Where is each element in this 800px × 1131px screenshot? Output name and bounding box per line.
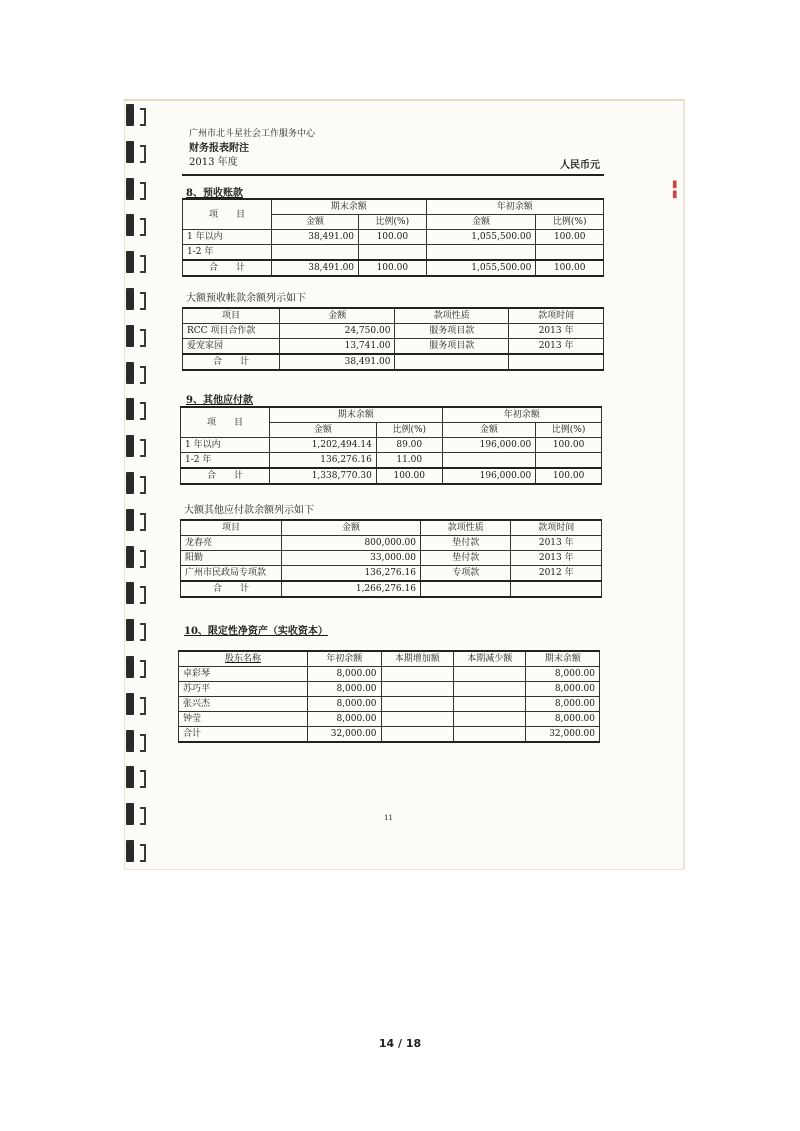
header-cell: 期末余额 xyxy=(526,651,600,667)
cell xyxy=(381,712,453,727)
cell: 8,000.00 xyxy=(526,682,600,697)
header-cell: 本期减少额 xyxy=(453,651,525,667)
cell: 合 计 xyxy=(181,468,270,484)
cell: 8,000.00 xyxy=(308,712,382,727)
page-edge xyxy=(683,100,685,870)
table-row xyxy=(181,438,602,453)
cell: 2013 年 xyxy=(511,536,602,551)
red-stamp-mark: ▮ ▮ xyxy=(672,179,678,200)
table-row-total xyxy=(181,581,602,597)
cell: 8,000.00 xyxy=(308,682,382,697)
table-row xyxy=(181,566,602,582)
receivables-detail-table xyxy=(182,307,604,371)
table-row xyxy=(181,453,602,469)
binding-ring xyxy=(126,509,148,519)
receivables-table xyxy=(182,198,604,277)
cell: 卓彩琴 xyxy=(179,667,308,682)
cell: 服务项目款 xyxy=(395,324,509,339)
cell: 32,000.00 xyxy=(308,727,382,743)
cell xyxy=(381,727,453,743)
binding-ring xyxy=(126,766,148,776)
cell xyxy=(453,697,525,712)
section-title: 8、预收账款 xyxy=(186,188,243,199)
cell: 广州市民政局专项款 xyxy=(181,566,282,582)
cell xyxy=(511,581,602,597)
table-row-total xyxy=(183,354,604,370)
cell: 196,000.00 xyxy=(442,468,536,484)
cell xyxy=(453,667,525,682)
header-ratio: 比例(%) xyxy=(359,215,427,230)
cell: 合 计 xyxy=(183,260,272,276)
binding-ring xyxy=(126,693,148,703)
cell: 100.00 xyxy=(536,438,602,453)
cell: 苏巧平 xyxy=(179,682,308,697)
binding-ring xyxy=(126,104,148,114)
doc-title: 财务报表附注 xyxy=(189,143,249,154)
cell: 服务项目款 xyxy=(395,339,509,355)
cell: 100.00 xyxy=(536,468,602,484)
header-cell: 项目 xyxy=(183,308,280,324)
cell: 爱宠家园 xyxy=(183,339,280,355)
detail-caption: 大额预收帐款余额列示如下 xyxy=(186,293,306,304)
cell: 钟莹 xyxy=(179,712,308,727)
header-cell: 款项时间 xyxy=(511,520,602,536)
cell: 1,055,500.00 xyxy=(426,260,536,276)
cell: 2012 年 xyxy=(511,566,602,582)
cell: 100.00 xyxy=(536,260,604,276)
cell xyxy=(442,453,536,469)
page-edge xyxy=(124,99,685,101)
binding-ring xyxy=(126,251,148,261)
binding-ring xyxy=(126,582,148,592)
cell: 龙春亮 xyxy=(181,536,282,551)
binding-ring xyxy=(126,141,148,151)
cell: 800,000.00 xyxy=(282,536,421,551)
cell xyxy=(509,354,604,370)
header-end-balance: 期末余额 xyxy=(270,407,443,423)
header-end-balance: 期末余额 xyxy=(272,199,427,215)
cell: 1 年以内 xyxy=(183,230,272,245)
cell: 136,276.16 xyxy=(282,566,421,582)
cell: 1 年以内 xyxy=(181,438,270,453)
cell: 89.00 xyxy=(376,438,442,453)
cell: 13,741.00 xyxy=(280,339,395,355)
table-row xyxy=(179,682,600,697)
cell: 1-2 年 xyxy=(183,245,272,261)
cell xyxy=(420,581,511,597)
cell: 1-2 年 xyxy=(181,453,270,469)
currency-label: 人民币元 xyxy=(560,160,600,171)
cell: 1,202,494.14 xyxy=(270,438,377,453)
header-rule xyxy=(182,174,604,176)
table-row xyxy=(181,551,602,566)
cell xyxy=(381,682,453,697)
section-title: 9、其他应付款 xyxy=(186,395,253,406)
header-cell: 款项时间 xyxy=(509,308,604,324)
cell xyxy=(272,245,359,261)
cell: 32,000.00 xyxy=(526,727,600,743)
header-begin-balance: 年初余额 xyxy=(426,199,603,215)
cell: 专项款 xyxy=(420,566,511,582)
cell xyxy=(381,697,453,712)
cell: 1,055,500.00 xyxy=(426,230,536,245)
header-cell: 年初余额 xyxy=(308,651,382,667)
header-amount: 金额 xyxy=(270,423,377,438)
binding-ring xyxy=(126,288,148,298)
binding-ring xyxy=(126,803,148,813)
cell: 8,000.00 xyxy=(526,712,600,727)
cell xyxy=(381,667,453,682)
header-ratio: 比例(%) xyxy=(536,215,604,230)
header-cell: 金额 xyxy=(282,520,421,536)
header-begin-balance: 年初余额 xyxy=(442,407,601,423)
header-amount: 金额 xyxy=(442,423,536,438)
cell: 100.00 xyxy=(359,230,427,245)
cell: 垫付款 xyxy=(420,536,511,551)
header-item: 项 目 xyxy=(181,407,270,438)
cell xyxy=(536,453,602,469)
cell: 合计 xyxy=(179,727,308,743)
binding-ring xyxy=(126,435,148,445)
other-payables-table xyxy=(180,406,602,485)
cell: 38,491.00 xyxy=(272,260,359,276)
header-item: 项 目 xyxy=(183,199,272,230)
cell: 24,750.00 xyxy=(280,324,395,339)
table-row-total xyxy=(183,260,604,276)
detail-caption: 大额其他应付款余额列示如下 xyxy=(184,505,314,516)
cell xyxy=(453,712,525,727)
table-row xyxy=(183,245,604,261)
org-name: 广州市北斗星社会工作服务中心 xyxy=(189,129,316,139)
binding-ring xyxy=(126,656,148,666)
cell: 100.00 xyxy=(376,468,442,484)
cell xyxy=(536,245,604,261)
table-row xyxy=(179,667,600,682)
binding-ring xyxy=(126,362,148,372)
header-cell: 款项性质 xyxy=(395,308,509,324)
cell: 11.00 xyxy=(376,453,442,469)
cell: 38,491.00 xyxy=(272,230,359,245)
binding-ring xyxy=(126,214,148,224)
header-amount: 金额 xyxy=(426,215,536,230)
table-row-total xyxy=(179,727,600,743)
cell: 2013 年 xyxy=(509,324,604,339)
page-number: 11 xyxy=(384,814,393,822)
header-ratio: 比例(%) xyxy=(536,423,602,438)
cell: 38,491.00 xyxy=(280,354,395,370)
cell: 100.00 xyxy=(359,260,427,276)
header-cell: 股东名称 xyxy=(179,651,308,667)
cell: 136,276.16 xyxy=(270,453,377,469)
binding-ring xyxy=(126,840,148,850)
header-cell: 金额 xyxy=(280,308,395,324)
cell xyxy=(359,245,427,261)
cell: 2013 年 xyxy=(509,339,604,355)
cell: 合 计 xyxy=(183,354,280,370)
table-row xyxy=(183,339,604,355)
binding-ring xyxy=(126,398,148,408)
binding-ring xyxy=(126,619,148,629)
cell: 合 计 xyxy=(181,581,282,597)
cell xyxy=(395,354,509,370)
binding-ring xyxy=(126,472,148,482)
pdf-page-indicator: 14 / 18 xyxy=(378,1037,422,1050)
table-row xyxy=(181,536,602,551)
cell: 196,000.00 xyxy=(442,438,536,453)
cell: 100.00 xyxy=(536,230,604,245)
cell xyxy=(453,727,525,743)
binding-ring xyxy=(126,325,148,335)
cell: 8,000.00 xyxy=(526,697,600,712)
report-year: 2013 年度 xyxy=(189,157,238,168)
cell: 张兴杰 xyxy=(179,697,308,712)
cell xyxy=(426,245,536,261)
cell: 8,000.00 xyxy=(308,697,382,712)
table-row xyxy=(183,324,604,339)
table-row xyxy=(179,697,600,712)
table-row xyxy=(183,230,604,245)
section-title: 10、限定性净资产（实收资本） xyxy=(184,626,328,637)
cell: 垫付款 xyxy=(420,551,511,566)
paid-in-capital-table xyxy=(178,650,600,743)
table-row xyxy=(179,712,600,727)
cell: 33,000.00 xyxy=(282,551,421,566)
binding-ring xyxy=(126,178,148,188)
header-amount: 金额 xyxy=(272,215,359,230)
header-ratio: 比例(%) xyxy=(376,423,442,438)
header-cell: 本期增加额 xyxy=(381,651,453,667)
cell: 1,266,276.16 xyxy=(282,581,421,597)
header-cell: 项目 xyxy=(181,520,282,536)
cell: 阳勤 xyxy=(181,551,282,566)
other-payables-detail-table xyxy=(180,519,602,598)
cell: RCC 项目合作款 xyxy=(183,324,280,339)
binding-ring xyxy=(126,546,148,556)
cell: 8,000.00 xyxy=(526,667,600,682)
binding-ring xyxy=(126,730,148,740)
cell: 1,338,770.30 xyxy=(270,468,377,484)
cell: 2013 年 xyxy=(511,551,602,566)
table-row-total xyxy=(181,468,602,484)
cell xyxy=(453,682,525,697)
header-cell: 款项性质 xyxy=(420,520,511,536)
cell: 8,000.00 xyxy=(308,667,382,682)
